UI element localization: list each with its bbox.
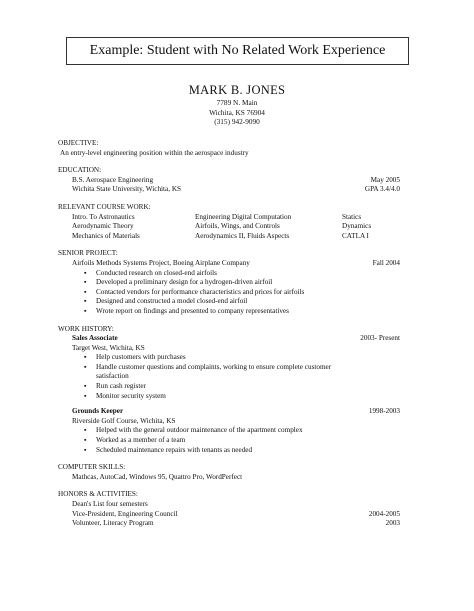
list-item: ▪ Designed and constructed a model closed-end airfoil	[84, 297, 400, 307]
objective-heading: OBJECTIVE:	[58, 139, 99, 147]
course: Aerodynamic Theory	[72, 222, 134, 231]
education-degree-row	[58, 176, 400, 186]
senior-project-heading: SENIOR PROJECT:	[58, 249, 118, 258]
job-role: Sales Associate	[72, 334, 118, 343]
coursework-heading: RELEVANT COURSE WORK:	[58, 202, 151, 211]
honor-text: Vice-President, Engineering Council	[72, 509, 178, 518]
degree: B.S. Aerospace Engineering	[72, 175, 154, 184]
course: Statics	[342, 212, 362, 221]
job-title-row	[58, 407, 400, 417]
course: Engineering Digital Computation	[195, 212, 292, 221]
job-bullet-list	[58, 353, 400, 401]
honor-date: 2004-2005	[368, 509, 400, 518]
education-heading: EDUCATION:	[58, 166, 102, 175]
course-row	[58, 232, 400, 242]
list-item: ▪ Help customers with purchases	[84, 353, 400, 363]
course: Mechanics of Materials	[72, 231, 140, 240]
job-employer: Riverside Golf Course, Wichita, KS	[72, 416, 176, 425]
honor-row	[58, 510, 400, 520]
honor-text: Dean's List four semesters	[72, 500, 148, 508]
phone-number: (315) 942-9090	[214, 117, 260, 126]
course: Airfoils, Wings, and Controls	[195, 222, 280, 231]
computer-skills-heading: COMPUTER SKILLS:	[58, 463, 126, 472]
course-row	[58, 222, 400, 232]
work-history-heading: WORK HISTORY:	[58, 324, 114, 333]
job-bullet-list	[58, 426, 400, 455]
course: Dynamics	[342, 222, 372, 231]
education-school-row	[58, 185, 400, 195]
objective-text: An entry-level engineering position within the aerospace industry	[60, 148, 249, 157]
course-row	[58, 213, 400, 223]
honors-heading: HONORS & ACTIVITIES:	[58, 490, 138, 499]
honor-row	[58, 519, 400, 529]
job-role: Grounds Keeper	[72, 407, 124, 416]
list-item: ▪ Developed a preliminary design for a hydrogen-driven airfoil	[84, 278, 400, 288]
gpa: GPA 3.4/4.0	[364, 185, 400, 194]
list-item: ▪ Scheduled maintenance repairs with tenants as needed	[84, 446, 400, 456]
graduation-date: May 2005	[370, 175, 400, 184]
list-item: ▪ Monitor security system	[84, 392, 400, 402]
job-dates: 1998-2003	[368, 407, 400, 416]
resume-header	[0, 83, 474, 127]
project-name: Airfoils Methods Systems Project, Boeing Airplane Company	[72, 258, 250, 267]
job-dates: 2003- Present	[360, 334, 400, 343]
school: Wichita State University, Wichita, KS	[72, 185, 182, 194]
list-item-continuation: satisfaction	[96, 372, 129, 381]
project-row	[58, 259, 400, 269]
example-banner: Example: Student with No Related Work Experience	[66, 37, 409, 65]
honor-date: 2003	[385, 519, 400, 528]
honor-row	[58, 500, 400, 510]
list-item: ▪ Helped with the general outdoor maintenance of the apartment complex	[84, 426, 400, 436]
list-item: ▪ Run cash register	[84, 382, 400, 392]
list-item: ▪ Wrote report on findings and presented to company representatives	[84, 307, 400, 317]
city-state-zip: Wichita, KS 76904	[209, 107, 265, 117]
list-item	[84, 363, 400, 382]
list-item: ▪ Worked as a member of a team	[84, 436, 400, 446]
course: Aerodynamics II, Fluids Aspects	[195, 231, 290, 240]
computer-skills-text: Mathcas, AutoCad, Windows 95, Quattro Pro, WordPerfect	[72, 472, 243, 481]
project-date: Fall 2004	[372, 258, 400, 267]
list-item-text: Handle customer questions and complaints, working to ensure complete customer	[96, 362, 332, 371]
course: CATLA I	[342, 231, 369, 240]
project-bullet-list	[58, 269, 400, 317]
street-address: 7789 N. Main	[216, 98, 258, 107]
course: Intro. To Astronautics	[72, 212, 135, 221]
candidate-name: MARK B. JONES	[188, 83, 286, 97]
list-item: ▪ Contacted vendors for performance characteristics and prices for airfoils	[84, 288, 400, 298]
job-employer: Target West, Wichita, KS	[72, 343, 145, 352]
list-item: ▪ Conducted research on closed-end airfoils	[84, 269, 400, 279]
resume-body	[58, 139, 400, 529]
job-title-row	[58, 334, 400, 344]
honor-text: Volunteer, Literacy Program	[72, 519, 154, 528]
